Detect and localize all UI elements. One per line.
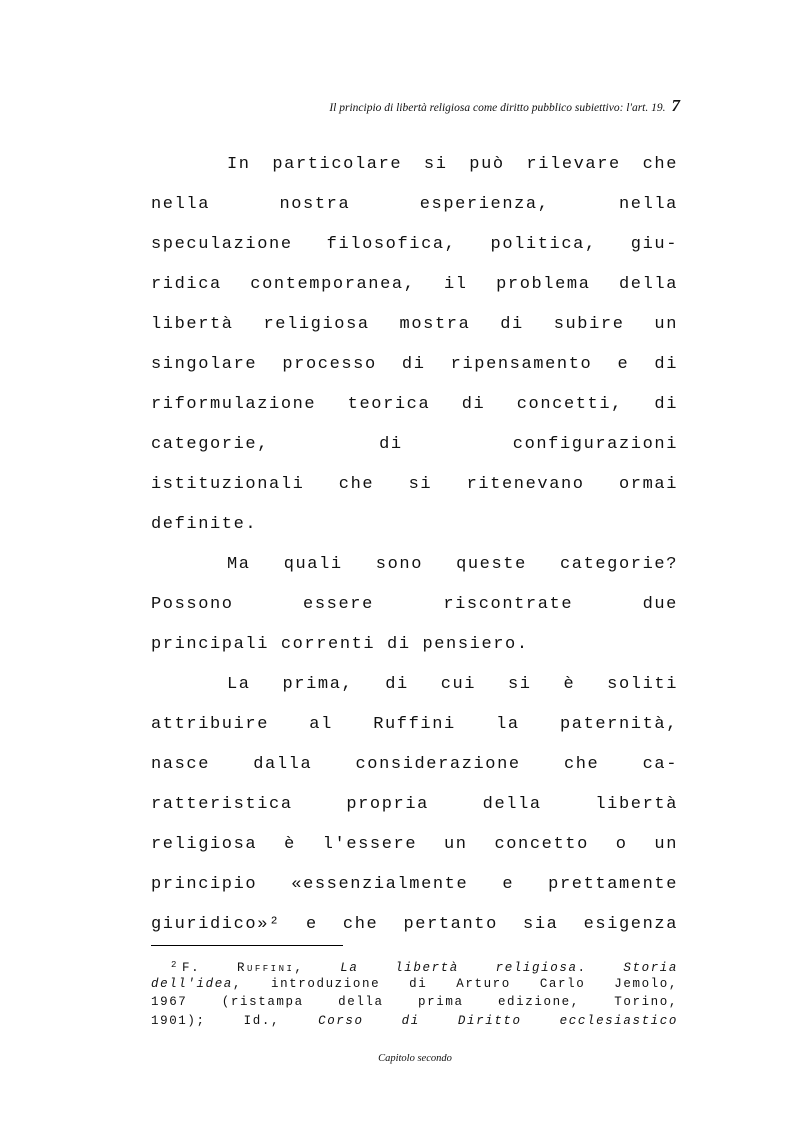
footnote-line: $^2$ F. Ruffini, La libertà religiosa. Storia: [171, 960, 678, 975]
footnote-text: 1901); Id.,: [151, 1013, 281, 1028]
footnote-text: , introduzione di Arturo Carlo Jemolo,: [232, 976, 678, 991]
text-line: nasce dalla considerazione che ca-: [151, 755, 678, 774]
text-line: libertà religiosa mostra di subire un: [151, 315, 678, 334]
footnote-marker: 2: [171, 960, 179, 970]
footnote-separator: [151, 945, 343, 946]
footnote: [151, 956, 678, 1030]
text-line: giuridico»² e che pertanto sia esigenza: [151, 915, 678, 934]
footnote-line: [151, 1012, 678, 1031]
text-line: principio «essenzialmente e prettamente: [151, 875, 678, 894]
text-line: singolare processo di ripensamento e di: [151, 355, 678, 374]
text-line: In particolare si può rilevare che: [227, 155, 678, 174]
footnote-subtitle-end: dell'idea: [151, 976, 233, 991]
text-line: speculazione filosofica, politica, giu-: [151, 235, 678, 254]
text-line: attribuire al Ruffini la paternità,: [151, 715, 678, 734]
text-line: ridica contemporanea, il problema della: [151, 275, 678, 294]
footnote-title: La libertà religiosa: [340, 961, 578, 975]
footnote-line: [151, 975, 678, 994]
page-footer: Capitolo secondo: [378, 1053, 452, 1064]
text-line: religiosa è l'essere un concetto o un: [151, 835, 678, 854]
text-line: Possono essere riscontrate due: [151, 595, 678, 614]
text-line: riformulazione teorica di concetti, di: [151, 395, 678, 414]
text-line: nella nostra esperienza, nella: [151, 195, 678, 214]
running-title: Il principio di libertà religiosa come diritto pubblico subiettivo: l'art. 19.: [329, 102, 666, 114]
running-header: [150, 96, 680, 116]
footnote-subtitle-start: Storia: [623, 961, 678, 975]
footnote-cited-work: Corso di Diritto ecclesiastico: [318, 1013, 678, 1028]
footnote-author-name: Ruffini: [236, 961, 295, 975]
text-line: Ma quali sono queste categorie?: [227, 555, 678, 574]
text-line: definite.: [151, 515, 258, 534]
footnote-author-initial: F.: [182, 961, 201, 975]
main-text: [151, 145, 678, 945]
text-line: categorie, di configurazioni: [151, 435, 678, 454]
text-line: istituzionali che si ritenevano ormai: [151, 475, 678, 494]
text-line: ratteristica propria della libertà: [151, 795, 678, 814]
text-line: principali correnti di pensiero.: [151, 635, 529, 654]
page-number: 7: [671, 96, 680, 115]
footnote-line: 1967 (ristampa della prima edizione, Torino,: [151, 995, 678, 1009]
text-line: La prima, di cui si è soliti: [227, 675, 678, 694]
